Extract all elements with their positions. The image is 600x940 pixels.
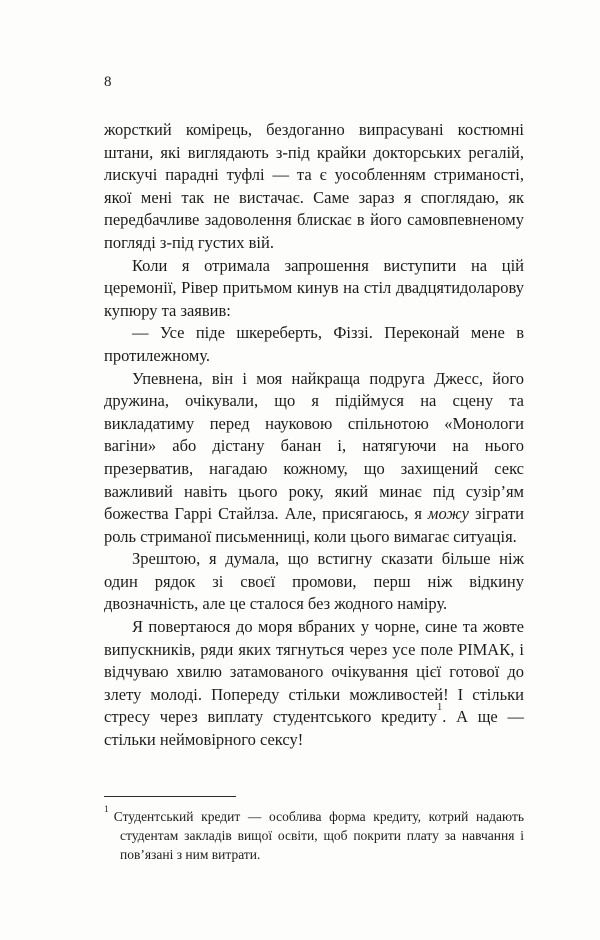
page-number: 8 xyxy=(104,74,112,90)
paragraph-5: Зрештою, я думала, що встигну сказати більше ніж один рядок зі своєї промови, перш ніж відкину двозначність, але це сталося без жодного наміру. xyxy=(104,549,524,614)
footnote-marker: 1 xyxy=(104,804,109,815)
text-block xyxy=(104,119,524,752)
footnote-text: Студентський кредит — особлива форма кредиту, котрий надають студентам закладів вищої освіти, щоб покрити плату за навчання і пов’язані з ним витрати. xyxy=(113,809,524,862)
paragraph-3-dialogue: — Усе піде шкереберть, Фіззі. Переконай мене в протилежному. xyxy=(104,323,524,365)
paragraph-4-text-end: зіграти роль стриманої письменниці, коли цього вимагає ситуація. xyxy=(104,504,524,546)
footnote xyxy=(104,804,524,864)
paragraph-4 xyxy=(104,368,524,549)
paragraph-1-continuation: жорсткий комірець, бездоганно випрасувані костюмні штани, які виглядають з-під крайки докторських регалій, лискучі парадні туфлі — та є уособленням стриманості, якої мені так не вистачає. Саме зараз я споглядаю, як передбачливе задоволення блискає в його самовпевненому погляді з-під густих вій. xyxy=(104,120,524,252)
footnote-area xyxy=(104,796,524,864)
paragraph-2: Коли я отримала запрошення виступити на цій церемонії, Рівер притьмом кинув на стіл двадцятидоларову купюру та заявив: xyxy=(104,255,524,320)
paragraph-4-emphasis: можу xyxy=(427,504,469,524)
footnote-separator-line xyxy=(104,796,236,797)
paragraph-4-text-start: Упевнена, він і моя найкраща подруга Джесс, його дружина, очікували, що я підіймуся на сцену та викладатиму перед науковою спільнотою «Монологи вагіни» або дістану банан і, натягуючи на нього презерватив, нагадаю кожному, що захищений секс важливий навіть цього року, який минає під сузір’ям божества Гаррі Стайлза. Але, присягаюсь, я xyxy=(104,368,524,524)
footnote-reference: 1 xyxy=(436,701,443,713)
paragraph-6 xyxy=(104,616,524,752)
paragraph-6-text-start: Я повертаюся до моря вбраних у чорне, сине та жовте випускників, ряди яких тягнуться через усе поле РІМАК, і відчуваю хвилю затамованого очікування цієї готової до злету молоді. Попереду стільки можливостей! І стільки стресу через виплату студентського кредиту xyxy=(104,617,524,727)
paragraph-6-text-end: . А ще — стільки неймовірного сексу! xyxy=(104,707,524,750)
